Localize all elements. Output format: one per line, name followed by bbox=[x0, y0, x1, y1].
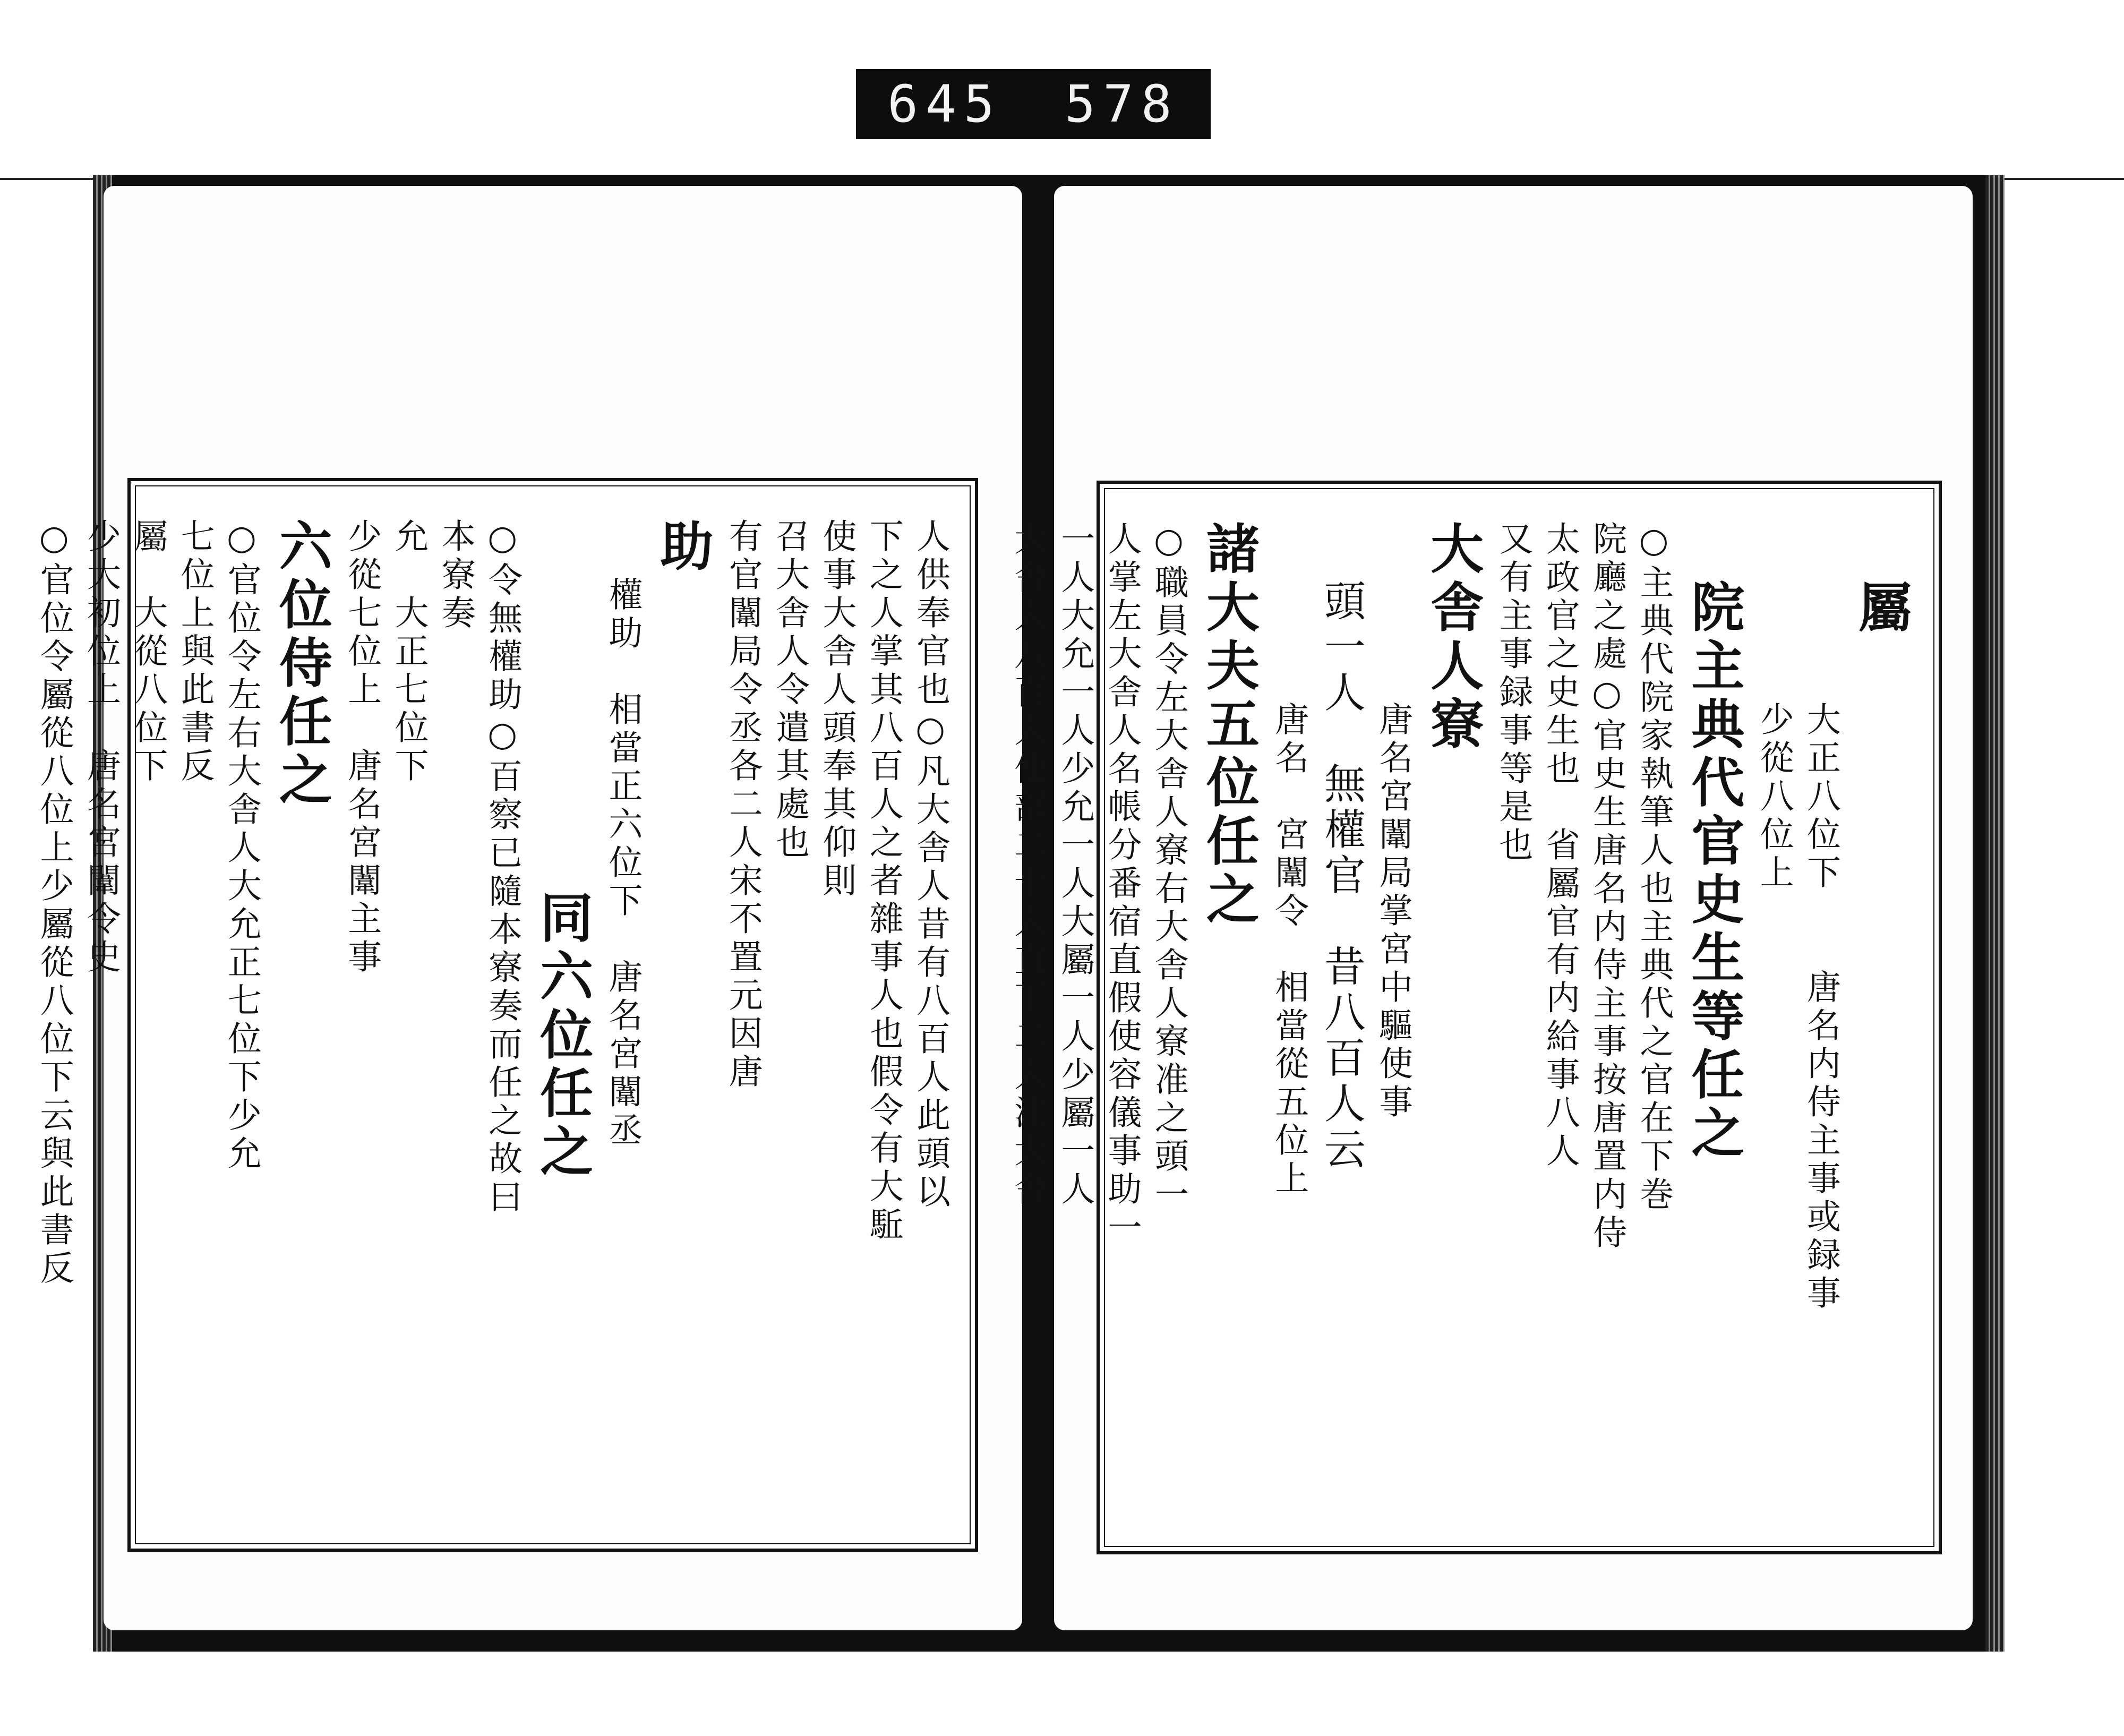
left-page-column: 六位侍任之 bbox=[270, 518, 333, 810]
right-page-column: 人掌左大舎人名帳分番宿直假使容儀事助一 bbox=[1102, 521, 1142, 1247]
left-page-column: 允 大正七位下 bbox=[389, 518, 429, 786]
left-page-column: 同六位任之 bbox=[531, 890, 594, 1182]
right-page-column: 頭一人 無權官 昔八百人云 bbox=[1317, 579, 1365, 1173]
right-page-column: 屬 bbox=[1849, 579, 1912, 638]
left-page-column: 屬 大從八位下 bbox=[128, 518, 168, 786]
left-text-frame bbox=[34, 478, 978, 1552]
right-page-column: 大舎人寮 bbox=[1421, 521, 1485, 755]
right-page-column: 少從八位上 bbox=[1754, 702, 1794, 893]
right-page-column: 一人大允一人少允一人大屬一人少屬一人 bbox=[1055, 521, 1095, 1209]
archive-number-left: 645 bbox=[887, 74, 1002, 134]
right-page-column: 大正八位下 唐名内侍主事或録事 bbox=[1801, 702, 1840, 1313]
right-page-column: 唐名 宮闈令 相當從五位上 bbox=[1269, 702, 1309, 1199]
left-page-column: 本寮奏 bbox=[435, 518, 475, 633]
left-page-column: ○令無權助○百察已隨本寮奏而任之故曰 bbox=[483, 518, 523, 1217]
left-page-column: 有官闈局令丞各二人宋不置元因唐 bbox=[723, 518, 763, 1092]
right-page-column: 院主典代官史生等任之 bbox=[1682, 579, 1745, 1164]
right-page-column: 院廳之處○官史生唐名内侍主事按唐置内侍 bbox=[1587, 521, 1627, 1253]
left-page-column: ○官位令屬從八位上少屬從八位下云與此書反 bbox=[34, 518, 74, 1288]
left-page-column: 人供奉官也○凡大舎人昔有八百人此頭以 bbox=[911, 518, 950, 1212]
left-page-column: 召大舎人令遣其處也 bbox=[770, 518, 810, 862]
right-page-edge bbox=[1985, 175, 2005, 1652]
left-page-column: 助 bbox=[651, 518, 714, 577]
archive-number-label bbox=[856, 69, 1211, 139]
right-page-column: 太政官之史生也 省屬官有内給事八人 bbox=[1540, 521, 1580, 1171]
archive-number-right: 578 bbox=[1065, 74, 1179, 134]
left-page-column: 下之人掌其八百人之者雜事人也假令有大駈 bbox=[863, 518, 903, 1245]
right-page-column: ○主典代院家執筆人也主典代之官在下巻 bbox=[1634, 521, 1674, 1215]
right-page bbox=[1008, 186, 1973, 1630]
right-page-column: 又有主事録事等是也 bbox=[1493, 521, 1533, 865]
left-page-column: 少從七位上 唐名宮闈主事 bbox=[342, 518, 382, 977]
left-page bbox=[34, 186, 1022, 1630]
right-page-column: ○職員令左大舎人寮右大舎人寮准之頭一 bbox=[1149, 521, 1188, 1215]
left-page-column: 使事大舎人頭奉其仰則 bbox=[817, 518, 857, 901]
left-page-text bbox=[34, 518, 954, 1511]
right-text-frame bbox=[1008, 481, 1942, 1554]
left-page-column: 權助 相當正六位下 唐名宮闈丞 bbox=[603, 577, 643, 1150]
left-page-column: 少大初位上 唐名宮闈令史 bbox=[81, 518, 121, 977]
right-page-column: 諸大夫五位任之 bbox=[1197, 521, 1260, 930]
right-page-column: 唐名宮闈局掌宮中驅使事 bbox=[1373, 702, 1413, 1122]
left-page-column: 七位上與此書反 bbox=[175, 518, 215, 786]
open-book bbox=[34, 175, 2005, 1652]
left-page-column: ○官位令左右大舎人大允正七位下少允 bbox=[221, 518, 261, 1174]
right-page-column: 大舎人八百人使部二十人直丁二人注大舎 bbox=[1008, 521, 1048, 1209]
right-page-text bbox=[1008, 521, 1917, 1514]
